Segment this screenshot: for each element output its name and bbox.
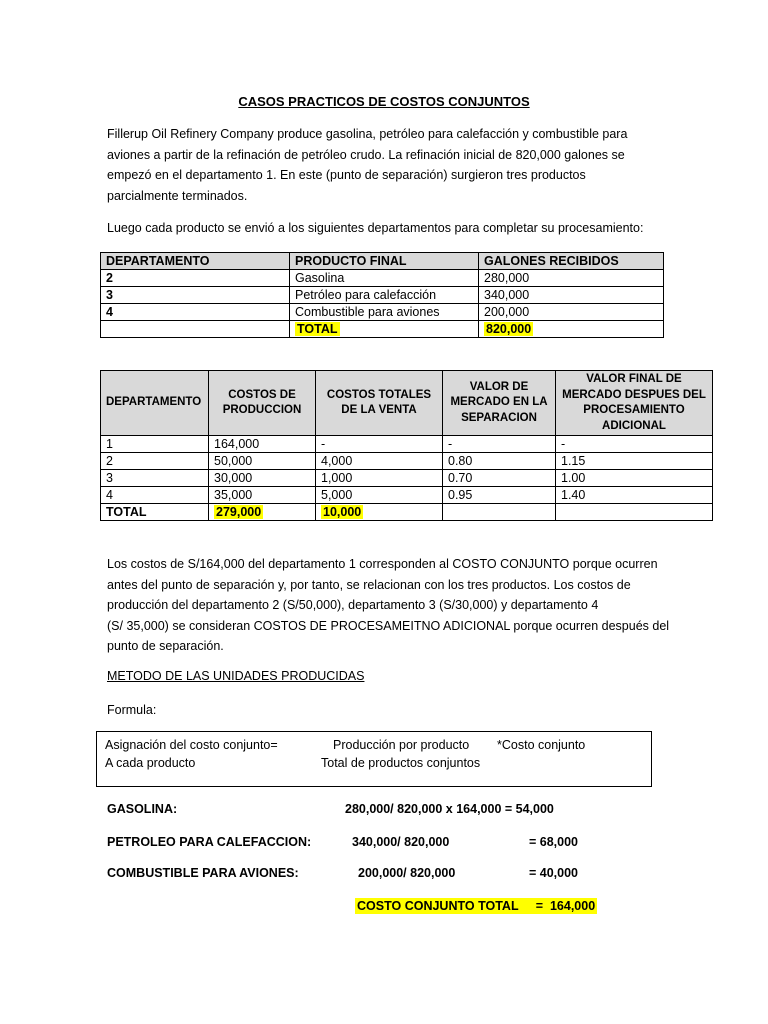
page-title: CASOS PRACTICOS DE COSTOS CONJUNTOS xyxy=(238,94,530,109)
costs-table xyxy=(100,370,713,521)
table-row xyxy=(101,470,713,487)
formula-left-line1: Asignación del costo conjunto= xyxy=(105,738,278,752)
table-cell: 0.70 xyxy=(443,470,556,487)
table-cell: Petróleo para calefacción xyxy=(290,287,479,304)
formula-left-line2: A cada producto xyxy=(105,756,196,770)
departments-table xyxy=(100,252,664,338)
table-cell: 200,000 xyxy=(479,304,664,321)
table-row xyxy=(101,436,713,453)
jet-fuel-label: COMBUSTIBLE PARA AVIONES: xyxy=(107,866,299,880)
paragraph-line: (S/ 35,000) se consideran COSTOS DE PROCESAMEITNO ADICIONAL porque ocurren después del xyxy=(107,618,670,633)
table-cell: 50,000 xyxy=(209,453,316,470)
formula-denominator: Total de productos conjuntos xyxy=(321,756,481,770)
table-cell xyxy=(556,504,713,521)
intro-line: parcialmente terminados. xyxy=(107,188,248,203)
table-row xyxy=(101,453,713,470)
table-cell xyxy=(443,504,556,521)
table-cell xyxy=(290,321,479,338)
total-value: 820,000 xyxy=(486,322,532,336)
table-cell: Combustible para aviones xyxy=(290,304,479,321)
heating-oil-calculation: 340,000/ 820,000 xyxy=(352,835,450,849)
table-cell: - xyxy=(316,436,443,453)
intro-paragraph xyxy=(107,124,667,206)
table-cell: 5,000 xyxy=(316,487,443,504)
table-row xyxy=(101,304,664,321)
table-cell: - xyxy=(443,436,556,453)
jet-fuel-result: = 40,000 xyxy=(529,866,579,880)
paragraph-line: producción del departamento 2 (S/50,000), departamento 3 (S/30,000) y departamento 4 xyxy=(107,598,599,612)
table-cell: 280,000 xyxy=(479,270,664,287)
paragraph-line: Los costos de S/164,000 del departamento 1 corresponden al COSTO CONJUNTO porque ocurren xyxy=(107,557,658,571)
table-header: GALONES RECIBIDOS xyxy=(479,253,664,270)
jet-fuel-calculation: 200,000/ 820,000 xyxy=(358,866,456,880)
total-joint-cost: COSTO CONJUNTO TOTAL = 164,000 xyxy=(357,899,596,913)
table-header: PRODUCTO FINAL xyxy=(290,253,479,270)
heating-oil-result: = 68,000 xyxy=(529,835,579,849)
table-cell: 2 xyxy=(101,270,290,287)
table-header: COSTOS DE PRODUCCION xyxy=(209,371,316,436)
table-cell: 30,000 xyxy=(209,470,316,487)
table-header: COSTOS TOTALES DE LA VENTA xyxy=(316,371,443,436)
table-cell: 340,000 xyxy=(479,287,664,304)
table-cell: 1 xyxy=(101,436,209,453)
formula-joint-cost: *Costo conjunto xyxy=(497,738,586,752)
table-header: DEPARTAMENTO xyxy=(101,371,209,436)
table-row xyxy=(101,487,713,504)
table-cell: - xyxy=(556,436,713,453)
table-header: VALOR FINAL DE MERCADO DESPUES DEL PROCESAMIENTO ADICIONAL xyxy=(556,371,713,436)
table-cell: 4 xyxy=(101,487,209,504)
table-cell xyxy=(209,504,316,521)
table-cell xyxy=(316,504,443,521)
table-cell: 164,000 xyxy=(209,436,316,453)
table-cell: Gasolina xyxy=(290,270,479,287)
table-cell: TOTAL xyxy=(101,504,209,521)
table-cell xyxy=(101,321,290,338)
table-cell: 1.40 xyxy=(556,487,713,504)
explanation-paragraph xyxy=(107,554,687,657)
table-header-row xyxy=(101,253,664,270)
method-heading: METODO DE LAS UNIDADES PRODUCIDAS xyxy=(107,669,365,683)
table-cell: 3 xyxy=(101,287,290,304)
table-cell: 0.95 xyxy=(443,487,556,504)
table-header-row xyxy=(101,371,713,436)
table-header: VALOR DE MERCADO EN LA SEPARACION xyxy=(443,371,556,436)
intro-line: empezó en el departamento 1. En este (punto de separación) surgieron tres productos xyxy=(107,168,586,182)
table-cell: 35,000 xyxy=(209,487,316,504)
table-cell xyxy=(479,321,664,338)
gasoline-calculation: 280,000/ 820,000 x 164,000 = 54,000 xyxy=(345,802,554,816)
table-row xyxy=(101,270,664,287)
heating-oil-label: PETROLEO PARA CALEFACCION: xyxy=(107,835,312,849)
table-cell: 1.00 xyxy=(556,470,713,487)
table-cell: 1,000 xyxy=(316,470,443,487)
paragraph-line: antes del punto de separación y, por tanto, se relacionan con los tres productos. Los costos de xyxy=(107,577,631,592)
intro2-text: Luego cada producto se envió a los siguientes departamentos para completar su procesamiento: xyxy=(107,221,644,235)
gasoline-label: GASOLINA: xyxy=(107,802,178,816)
paragraph-line: punto de separación. xyxy=(107,639,224,653)
table-cell: 3 xyxy=(101,470,209,487)
formula-numerator: Producción por producto xyxy=(333,738,470,752)
formula-label: Formula: xyxy=(107,703,157,717)
table-cell: 2 xyxy=(101,453,209,470)
intro-line: Fillerup Oil Refinery Company produce gasolina, petróleo para calefacción y combustible para xyxy=(107,127,628,141)
formula-box xyxy=(96,731,652,787)
intro-line: aviones a partir de la refinación de petróleo crudo. La refinación inicial de 820,000 galones se xyxy=(107,147,625,162)
table-cell: 4 xyxy=(101,304,290,321)
total-label: TOTAL xyxy=(297,322,338,336)
total-production-cost: 279,000 xyxy=(216,505,262,519)
table-cell: 0.80 xyxy=(443,453,556,470)
table-row xyxy=(101,287,664,304)
table-cell: 1.15 xyxy=(556,453,713,470)
table-header: DEPARTAMENTO xyxy=(101,253,290,270)
table-row xyxy=(101,504,713,521)
total-sales-cost: 10,000 xyxy=(323,505,362,519)
table-row xyxy=(101,321,664,338)
table-cell: 4,000 xyxy=(316,453,443,470)
